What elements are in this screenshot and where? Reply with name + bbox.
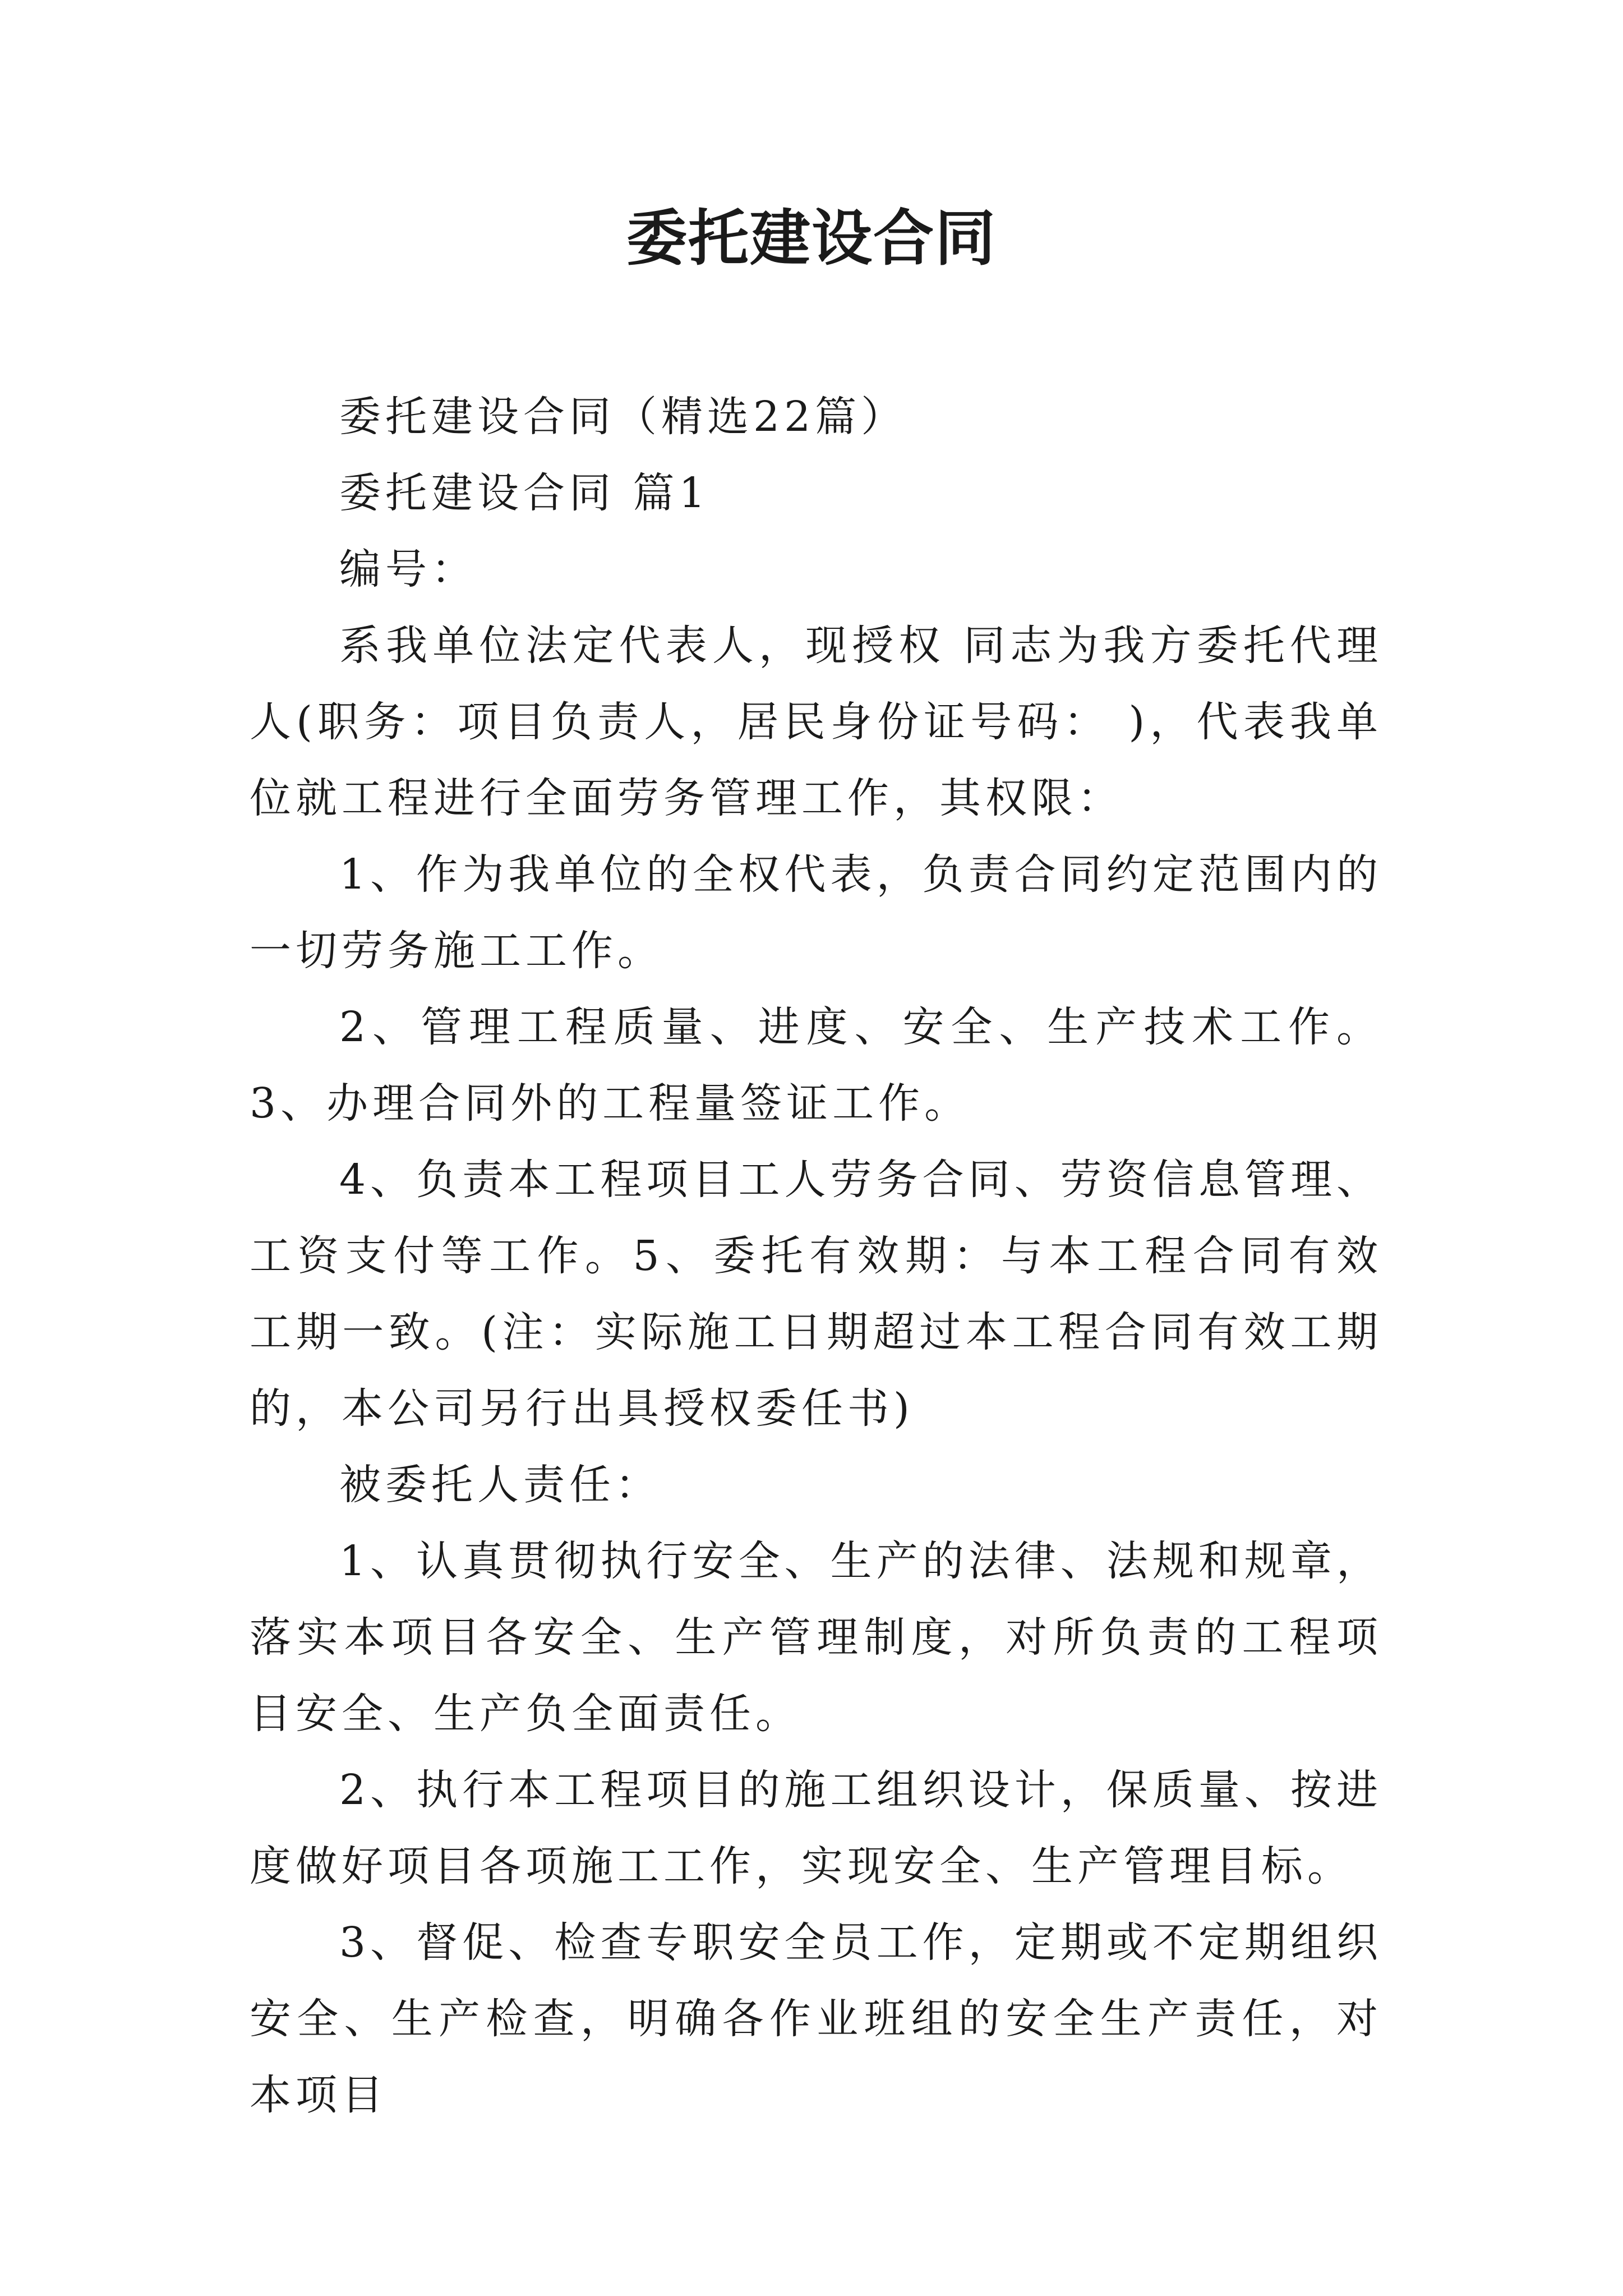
- paragraph-number-label: 编号：: [339, 545, 477, 593]
- paragraph-responsibility-1: 1、认真贯彻执行安全、生产的法律、法规和规章，落实本项目各安全、生产管理制度，对所负责的工程项目安全、生产负全面责任。: [250, 1537, 1382, 1738]
- paragraph-authority-1: 1、作为我单位的全权代表，负责合同约定范围内的一切劳务施工工作。: [250, 850, 1382, 975]
- paragraph-authorization: 系我单位法定代表人，现授权 同志为我方委托代理人(职务：项目负责人，居民身份证号码： )，代表我单位就工程进行全面劳务管理工作，其权限：: [250, 622, 1382, 822]
- document-title: 委托建设合同: [626, 203, 997, 274]
- paragraph-authority-2-3: 2、管理工程质量、进度、安全、生产技术工作。 3、办理合同外的工程量签证工作。: [250, 1003, 1382, 1128]
- paragraph-subtitle: 委托建设合同（精选22篇）: [339, 393, 907, 441]
- paragraph-authority-4-5: 4、负责本工程项目工人劳务合同、劳资信息管理、工资支付等工作。5、委托有效期：与本工程合同有效工期一致。(注：实际施工日期超过本工程合同有效工期的，本公司另行出具授权委任书): [250, 1156, 1382, 1433]
- paragraph-responsibility-heading: 被委托人责任：: [339, 1461, 661, 1509]
- document-body: [250, 379, 1382, 2133]
- paragraph-section-heading: 委托建设合同 篇1: [339, 469, 710, 517]
- paragraph-responsibility-2: 2、执行本工程项目的施工组织设计，保质量、按进度做好项目各项施工工作，实现安全、生产管理目标。: [250, 1766, 1382, 1890]
- paragraph-responsibility-3: 3、督促、检查专职安全员工作，定期或不定期组织安全、生产检查，明确各作业班组的安全生产责任，对本项目: [250, 1918, 1382, 2119]
